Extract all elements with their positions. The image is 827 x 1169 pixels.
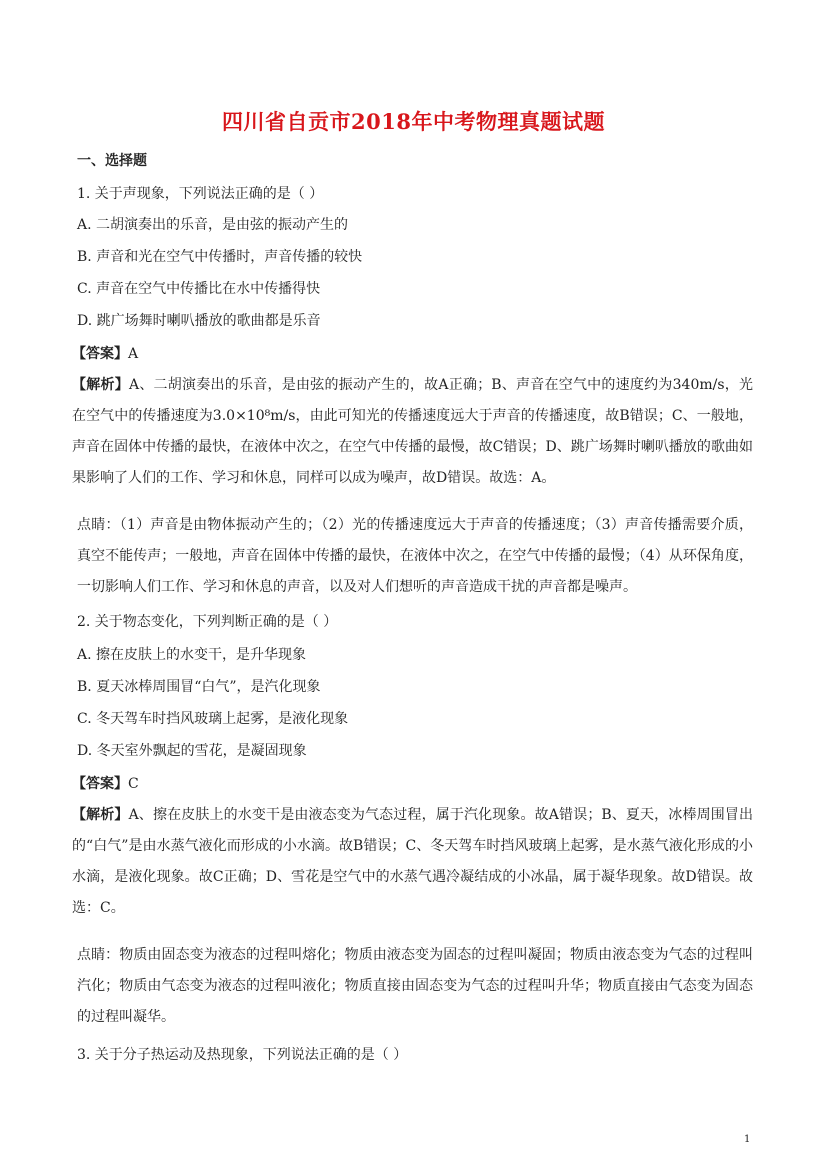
question-2-option-d: D. 冬天室外飘起的雪花，是凝固现象 bbox=[77, 743, 307, 759]
analysis-text: A、二胡演奏出的乐音，是由弦的振动产生的，故A正确；B、声音在空气中的速度约为340m/s，光在空气中的传播速度为3.0×10⁸m/s，由此可知光的传播速度远大于声音的传播速度，故B错误；C、一般地，声音在固体中传播的最快，在液体中次之，在空气中传播的最慢，故C错误；D、跳广场舞时喇叭播放的歌曲如果影响了人们的工作、学习和休息，同样可以成为噪声，故D错误。故选：A。 bbox=[72, 377, 754, 486]
answer-label: 【答案】 bbox=[72, 346, 128, 362]
question-1-answer bbox=[72, 344, 138, 364]
document-title: 四川省自贡市2018年中考物理真题试题 bbox=[222, 109, 605, 134]
question-2-option-a: A. 擦在皮肤上的水变干，是升华现象 bbox=[77, 647, 307, 663]
question-3-stem: 3. 关于分子热运动及热现象，下列说法正确的是（ ） bbox=[77, 1047, 408, 1063]
answer-label: 【答案】 bbox=[72, 776, 128, 792]
question-2-stem: 2. 关于物态变化，下列判断正确的是（ ） bbox=[77, 614, 338, 630]
analysis-label: 【解析】 bbox=[72, 807, 129, 823]
question-1-note: 点睛：（1）声音是由物体振动产生的；（2）光的传播速度远大于声音的传播速度；（3）声音传播需要介质，真空不能传声；一般地，声音在固体中传播的最快，在液体中次之，在空气中传播的最慢；（4）从环保角度，一切影响人们工作、学习和休息的声音，以及对人们想听的声音造成干扰的声音都是噪声。 bbox=[77, 517, 753, 595]
question-1-option-a: A. 二胡演奏出的乐音，是由弦的振动产生的 bbox=[77, 217, 349, 233]
question-1-option-c: C. 声音在空气中传播比在水中传播得快 bbox=[77, 281, 321, 297]
question-1-option-d: D. 跳广场舞时喇叭播放的歌曲都是乐音 bbox=[77, 313, 321, 329]
question-2-note: 点睛：物质由固态变为液态的过程叫熔化；物质由液态变为固态的过程叫凝固；物质由液态变为气态的过程叫汽化；物质由气态变为液态的过程叫液化；物质直接由固态变为气态的过程叫升华；物质直接由气态变为固态的过程叫凝华。 bbox=[77, 947, 753, 1025]
question-2-analysis bbox=[72, 800, 753, 924]
analysis-text: A、擦在皮肤上的水变干是由液态变为气态过程，属于汽化现象。故A错误；B、夏天，冰棒周围冒出的“白气”是由水蒸气液化而形成的小水滴。故B错误；C、冬天驾车时挡风玻璃上起雾，是水蒸气液化形成的小水滴，是液化现象。故C正确；D、雪花是空气中的水蒸气遇冷凝结成的小冰晶，属于凝华现象。故D错误。故选：C。 bbox=[72, 807, 754, 916]
question-1-option-b: B. 声音和光在空气中传播时，声音传播的较快 bbox=[77, 249, 363, 265]
question-1-stem: 1. 关于声现象，下列说法正确的是（ ） bbox=[77, 186, 324, 202]
question-2-option-c: C. 冬天驾车时挡风玻璃上起雾，是液化现象 bbox=[77, 711, 349, 727]
question-2-answer bbox=[72, 774, 139, 794]
analysis-label: 【解析】 bbox=[72, 377, 129, 393]
question-2-option-b: B. 夏天冰棒周围冒“白气”，是汽化现象 bbox=[77, 679, 321, 695]
question-1-analysis bbox=[72, 370, 753, 494]
answer-value: A bbox=[128, 346, 139, 362]
section-heading: 一、选择题 bbox=[77, 153, 147, 169]
answer-value: C bbox=[128, 776, 139, 792]
page-number: 1 bbox=[744, 1134, 751, 1145]
